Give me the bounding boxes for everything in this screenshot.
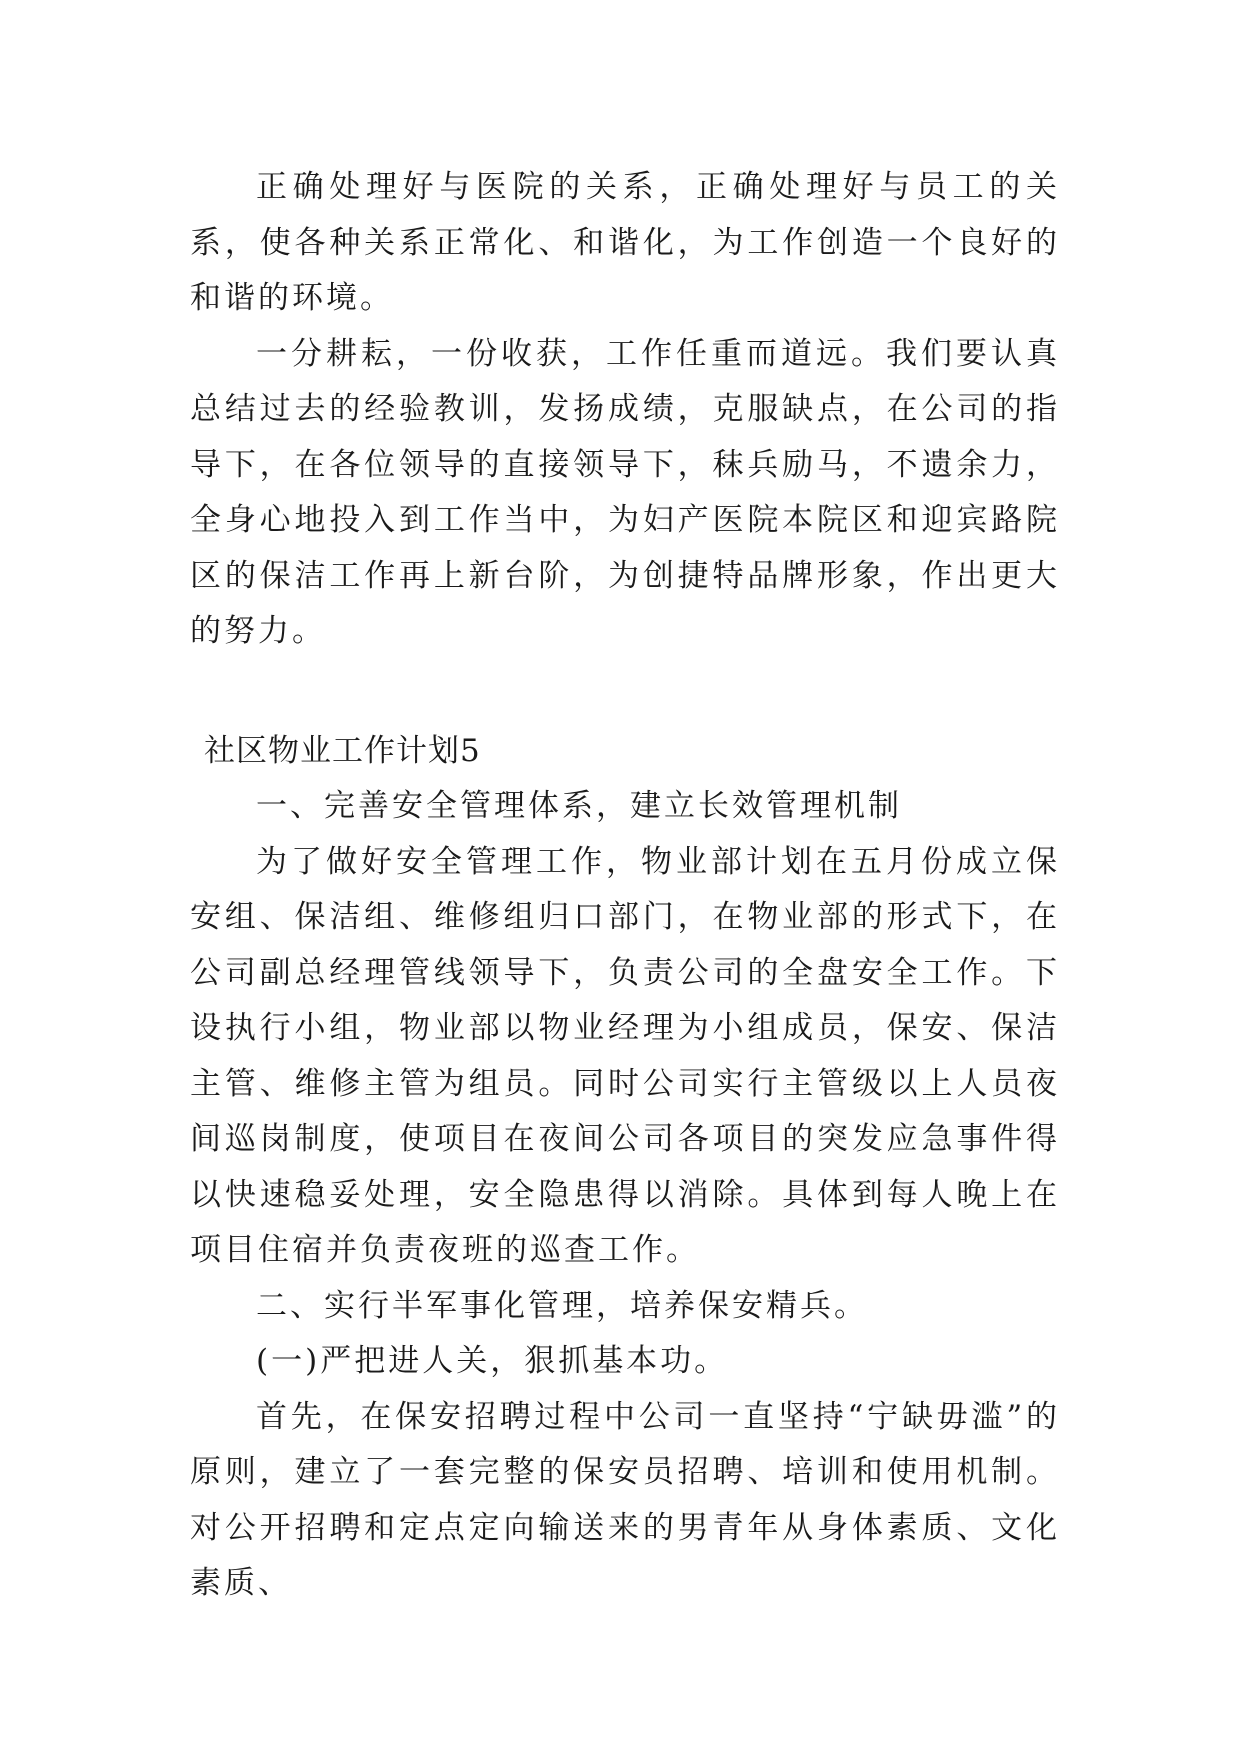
document-page (190, 160, 1060, 1612)
heading-military-management: 二、实行半军事化管理，培养保安精兵。 (256, 1287, 868, 1324)
subheading-recruitment: (一)严把进人关，狠抓基本功。 (256, 1343, 729, 1379)
paragraph-safety-management: 为了做好安全管理工作，物业部计划在五月份成立保安组、保洁组、维修组归口部门，在物业部的形式下，在公司副总经理管线领导下，负责公司的全盘安全工作。下设执行小组，物业部以物业经理为小组成员，保安、保洁主管、维修主管为组员。同时公司实行主管级以上人员夜间巡岗制度，使项目在夜间公司各项目的突发应急事件得以快速稳妥处理，安全隐患得以消除。具体到每人晚上在项目住宿并负责夜班的巡查工作。 (190, 843, 1060, 1268)
paragraph-recruitment: 首先，在保安招聘过程中公司一直坚持“宁缺毋滥”的原则，建立了一套完整的保安员招聘、培训和使用机制。对公开招聘和定点定向输送来的男青年从身体素质、文化素质、 (190, 1398, 1060, 1601)
section-title: 社区物业工作计划5 (204, 732, 481, 769)
paragraph-relations: 正确处理好与医院的关系，正确处理好与员工的关系，使各种关系正常化、和谐化，为工作创造一个良好的和谐的环境。 (190, 169, 1060, 316)
heading-safety-system: 一、完善安全管理体系，建立长效管理机制 (256, 788, 902, 824)
paragraph-effort: 一分耕耘，一份收获，工作任重而道远。我们要认真总结过去的经验教训，发扬成绩，克服缺点，在公司的指导下，在各位领导的直接领导下，秣兵励马，不遗余力，全身心地投入到工作当中，为妇产医院本院区和迎宾路院区的保洁工作再上新台阶，为创捷特品牌形象，作出更大的努力。 (190, 335, 1060, 649)
